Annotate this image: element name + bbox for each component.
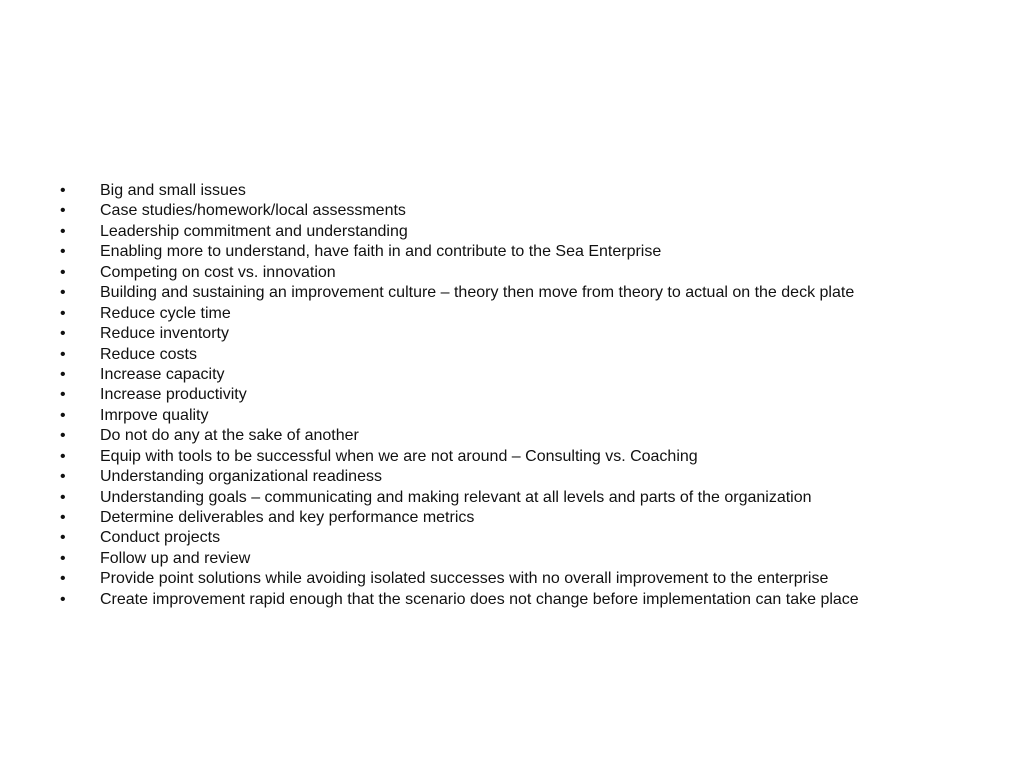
bullet-icon: • (60, 243, 66, 261)
bullet-item (60, 181, 1000, 201)
bullet-icon: • (60, 468, 66, 486)
bullet-icon: • (60, 182, 66, 199)
bullet-text: Follow up and review (100, 549, 251, 567)
bullet-item (60, 590, 1000, 610)
bullet-icon: • (60, 447, 66, 465)
bullet-icon: • (60, 509, 66, 526)
bullet-text: Imrpove quality (100, 406, 209, 424)
bullet-item (60, 508, 1000, 528)
bullet-icon: • (60, 325, 66, 343)
bullet-item (60, 263, 1000, 283)
bullet-icon: • (60, 284, 66, 302)
bullet-text: Increase capacity (100, 365, 225, 383)
bullet-text: Enabling more to understand, have faith in and contribute to the Sea Enterprise (100, 243, 662, 261)
bullet-item (60, 222, 1000, 242)
bullet-icon: • (60, 386, 66, 404)
bullet-item (60, 345, 1000, 365)
bullet-item (60, 426, 1000, 446)
bullet-text: Increase productivity (100, 386, 247, 404)
bullet-text: Do not do any at the sake of another (100, 427, 359, 445)
bullet-text: Leadership commitment and understanding (100, 222, 408, 240)
bullet-item (60, 569, 1000, 589)
bullet-icon: • (60, 202, 66, 220)
bullet-text: Reduce inventorty (100, 325, 229, 343)
bullet-icon: • (60, 222, 66, 240)
bullet-text: Determine deliverables and key performance metrics (100, 509, 475, 526)
bullet-text: Provide point solutions while avoiding isolated successes with no overall improvement to the enterprise (100, 570, 829, 588)
bullet-item (60, 201, 1000, 221)
bullet-item (60, 406, 1000, 426)
bullet-icon: • (60, 590, 66, 608)
bullet-text: Conduct projects (100, 529, 221, 547)
bullet-item (60, 447, 1000, 467)
bullet-item (60, 488, 1000, 508)
bullet-item (60, 549, 1000, 569)
bullet-text: Understanding organizational readiness (100, 468, 382, 486)
bullet-icon: • (60, 365, 66, 383)
bullet-icon: • (60, 488, 66, 506)
bullet-icon: • (60, 427, 66, 445)
bullet-item (60, 467, 1000, 487)
bullet-item (60, 242, 1000, 262)
bullet-item (60, 365, 1000, 385)
bullet-icon: • (60, 304, 66, 322)
bullet-item (60, 304, 1000, 324)
bullet-text: Create improvement rapid enough that the scenario does not change before implementation can take place (100, 590, 859, 608)
bullet-item (60, 324, 1000, 344)
bullet-item (60, 385, 1000, 405)
bullet-icon: • (60, 406, 66, 424)
bullet-text: Reduce cycle time (100, 304, 231, 322)
bullet-item (60, 283, 1000, 303)
bullet-icon: • (60, 570, 66, 588)
bullet-text: Understanding goals – communicating and making relevant at all levels and parts of the organization (100, 488, 812, 506)
bullet-text: Competing on cost vs. innovation (100, 263, 336, 281)
bullet-icon: • (60, 345, 66, 363)
bullet-text: Big and small issues (100, 182, 246, 199)
bullet-text: Reduce costs (100, 345, 197, 363)
bullet-text: Building and sustaining an improvement culture – theory then move from theory to actual on the deck plate (100, 284, 855, 302)
bullet-text: Equip with tools to be successful when we are not around – Consulting vs. Coaching (100, 447, 698, 465)
bullet-icon: • (60, 263, 66, 281)
bullet-list (60, 181, 1000, 610)
bullet-text: Case studies/homework/local assessments (100, 202, 406, 220)
bullet-icon: • (60, 529, 66, 547)
bullet-item (60, 528, 1000, 548)
bullet-icon: • (60, 549, 66, 567)
